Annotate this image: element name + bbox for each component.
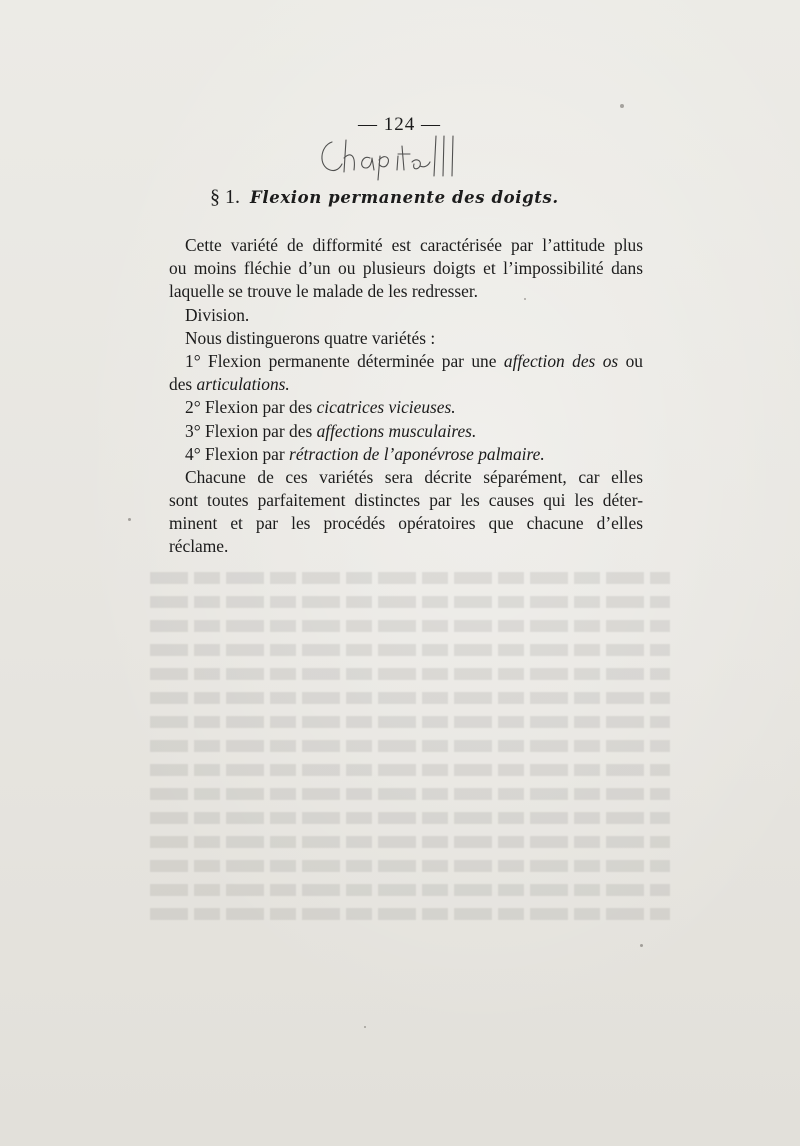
text-line <box>169 373 643 396</box>
text-line <box>169 257 643 280</box>
text-run: 1° Flexion permanente déterminée par une <box>185 350 504 371</box>
text-line <box>169 304 643 327</box>
text-line <box>169 466 643 489</box>
verso-bleed-through <box>150 560 670 1020</box>
text-run: laquelle se trouve le malade de les redresser. <box>169 281 479 302</box>
text-run: Nous distinguerons quatre variétés : <box>185 327 436 348</box>
text-line <box>169 535 643 558</box>
section-symbol: § 1. <box>210 186 240 208</box>
italic-text: articulations. <box>196 374 290 395</box>
text-line <box>169 489 643 512</box>
text-run: ou <box>618 350 643 371</box>
section-title: Flexion permanente des doigts. <box>250 188 559 207</box>
text-line <box>169 234 643 257</box>
text-line <box>169 420 643 443</box>
text-run: 4° Flexion par <box>185 443 290 464</box>
paper-speck <box>524 298 526 300</box>
text-run: des <box>169 374 197 395</box>
text-run: ou moins fléchie d’un ou plusieurs doigts et l’impossibilité dans <box>169 258 643 279</box>
text-run: Cette variété de difformité est caractérisée par l’attitude plus <box>185 235 643 255</box>
text-line <box>169 350 643 373</box>
italic-text: rétraction de l’aponévrose palmaire. <box>289 443 545 464</box>
text-run: 3° Flexion par des <box>185 420 317 441</box>
text-run: réclame. <box>169 536 229 557</box>
text-line <box>169 327 643 350</box>
text-run: 2° Flexion par des <box>185 397 317 418</box>
handwritten-annotation <box>312 132 464 184</box>
italic-text: affections musculaires. <box>316 420 477 441</box>
section-heading <box>210 186 559 209</box>
text-line <box>169 443 643 466</box>
text-line <box>169 396 643 419</box>
paper-speck <box>364 1026 366 1028</box>
paper-speck <box>640 944 643 947</box>
text-run: minent et par les procédés opératoires que chacune d’elles <box>169 513 643 534</box>
italic-text: affection des os <box>503 350 619 371</box>
text-run: sont toutes parfaitement distinctes par les causes qui les déter- <box>169 490 643 511</box>
text-line <box>169 512 643 535</box>
text-run: Chacune de ces variétés sera décrite séparément, car elles <box>185 466 643 487</box>
body-text <box>169 234 643 559</box>
page-number: — 124 — <box>358 114 441 135</box>
text-run: Division. <box>185 304 250 325</box>
text-line <box>169 280 643 303</box>
paper-speck <box>620 104 624 108</box>
italic-text: cicatrices vicieuses. <box>316 397 456 418</box>
paper-speck <box>128 518 131 521</box>
